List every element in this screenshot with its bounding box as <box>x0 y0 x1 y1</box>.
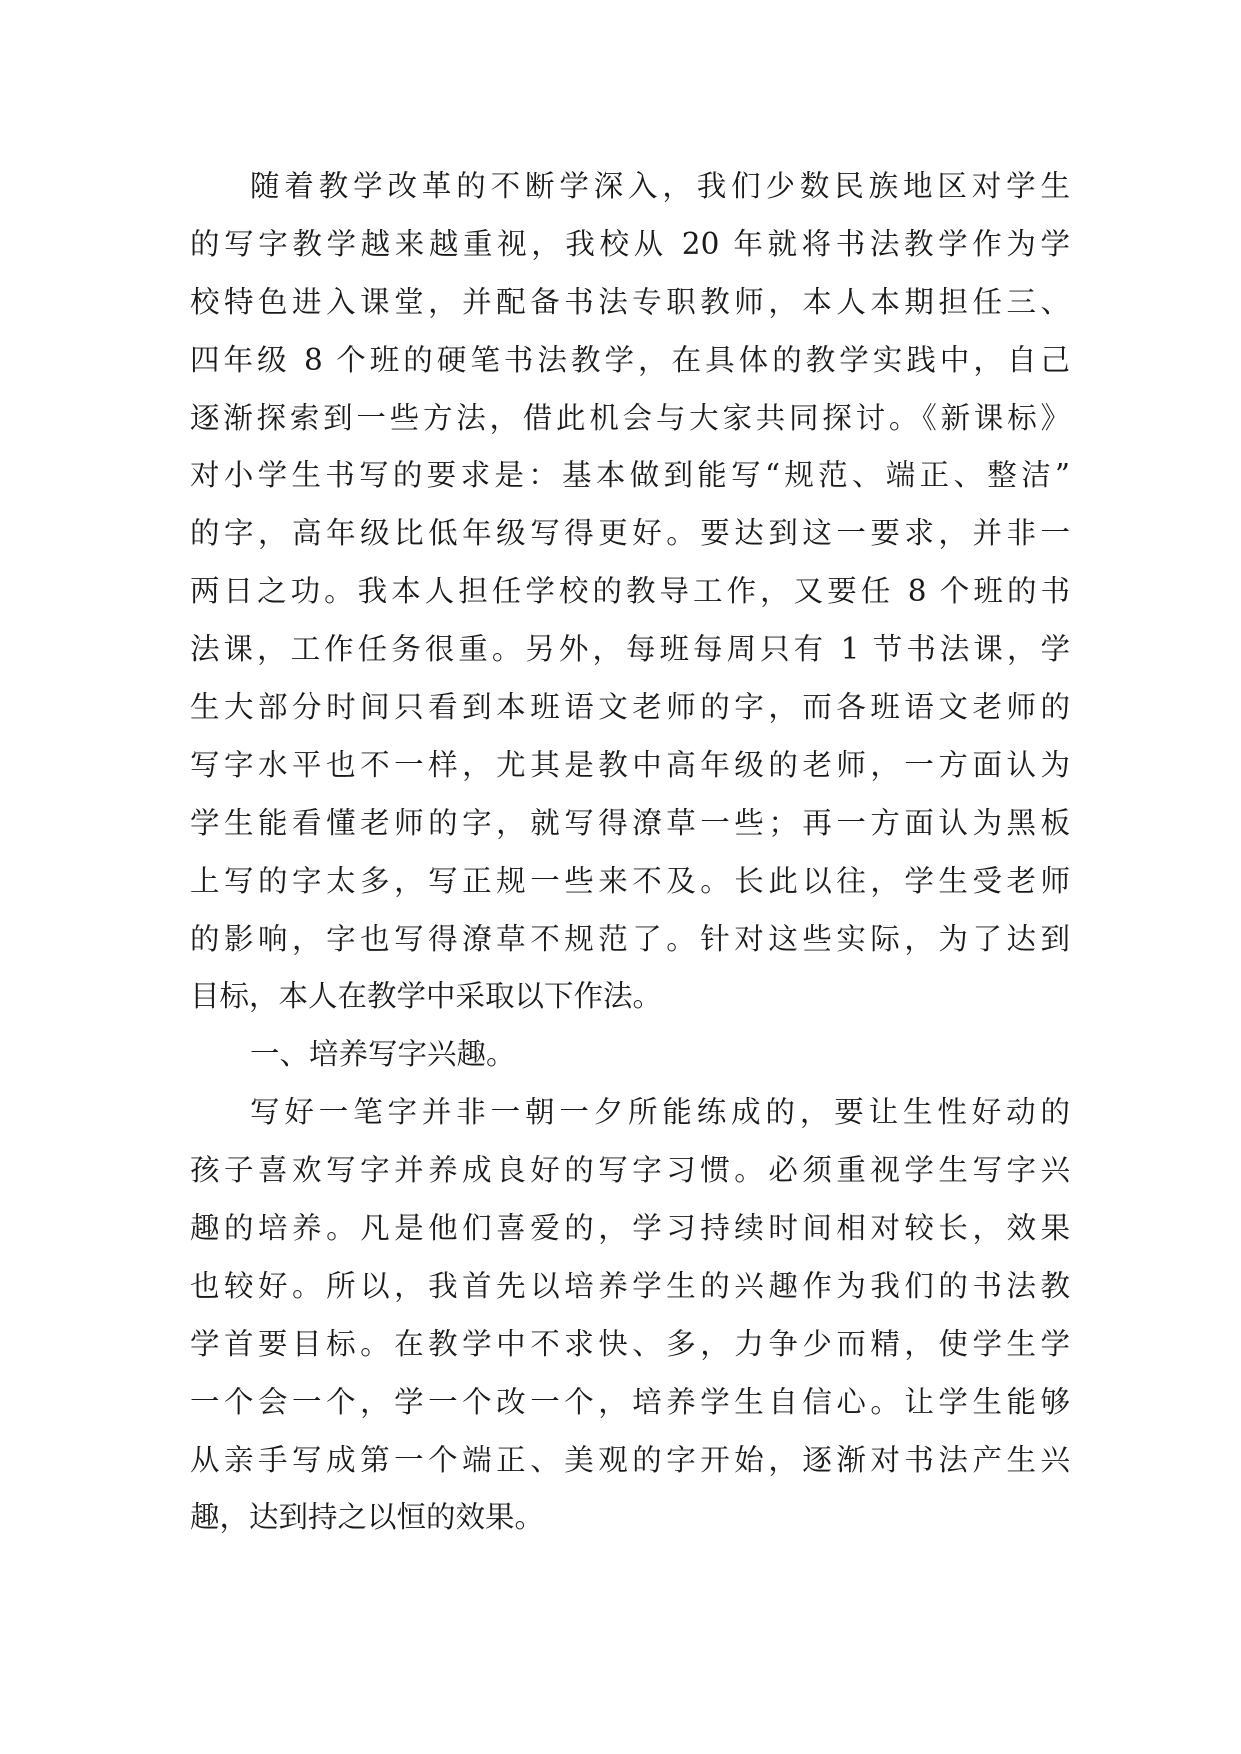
paragraph-line: 法课，工作任务很重。另外，每班每周只有 1 节书法课，学 <box>190 632 1070 667</box>
paragraph-line: 学生能看懂老师的字，就写得潦草一些；再一方面认为黑板 <box>190 805 1070 840</box>
paragraph-line: 也较好。所以，我首先以培养学生的兴趣作为我们的书法教 <box>190 1268 1070 1303</box>
paragraph-line: 校特色进入课堂，并配备书法专职教师，本人本期担任三、 <box>190 284 1070 319</box>
paragraph-line: 学首要目标。在教学中不求快、多，力争少而精，使学生学 <box>190 1326 1070 1361</box>
paragraph-line: 的字，高年级比低年级写得更好。要达到这一要求，并非一 <box>190 516 1070 551</box>
paragraph-line: 逐渐探索到一些方法，借此机会与大家共同探讨。《新课标》 <box>190 400 1070 435</box>
paragraph-line: 一个会一个，学一个改一个，培养学生自信心。让学生能够 <box>190 1384 1070 1419</box>
paragraph-line: 孩子喜欢写字并养成良好的写字习惯。必须重视学生写字兴 <box>190 1153 1070 1188</box>
paragraph-line: 的写字教学越来越重视，我校从 20 年就将书法教学作为学 <box>190 226 1070 261</box>
paragraph-line: 写字水平也不一样，尤其是教中高年级的老师，一方面认为 <box>190 747 1070 782</box>
section-heading <box>190 1026 1070 1084</box>
document-body <box>190 158 1070 1547</box>
section-heading-text: 一、培养写字兴趣。 <box>250 1037 516 1072</box>
paragraph-line: 两日之功。我本人担任学校的教导工作，又要任 8 个班的书 <box>190 574 1070 609</box>
paragraph-interest <box>190 1084 1070 1547</box>
paragraph-line: 生大部分时间只看到本班语文老师的字，而各班语文老师的 <box>190 690 1070 725</box>
paragraph-line: 的影响，字也写得潦草不规范了。针对这些实际，为了达到 <box>190 921 1070 956</box>
paragraph-line: 从亲手写成第一个端正、美观的字开始，逐渐对书法产生兴 <box>190 1442 1070 1477</box>
paragraph-line: 目标，本人在教学中采取以下作法。 <box>190 979 663 1014</box>
paragraph-intro <box>190 158 1070 1026</box>
paragraph-line: 对小学生书写的要求是：基本做到能写“规范、端正、整洁” <box>190 458 1070 493</box>
paragraph-line: 随着教学改革的不断学深入，我们少数民族地区对学生 <box>250 169 1070 203</box>
paragraph-line: 趣的培养。凡是他们喜爱的，学习持续时间相对较长，效果 <box>190 1211 1070 1246</box>
paragraph-line: 趣，达到持之以恒的效果。 <box>190 1500 545 1535</box>
paragraph-line: 上写的字太多，写正规一些来不及。长此以往，学生受老师 <box>190 863 1070 898</box>
paragraph-line: 写好一笔字并非一朝一夕所能练成的，要让生性好动的 <box>250 1095 1070 1130</box>
paragraph-line: 四年级 8 个班的硬笔书法教学，在具体的教学实践中，自己 <box>190 342 1070 377</box>
